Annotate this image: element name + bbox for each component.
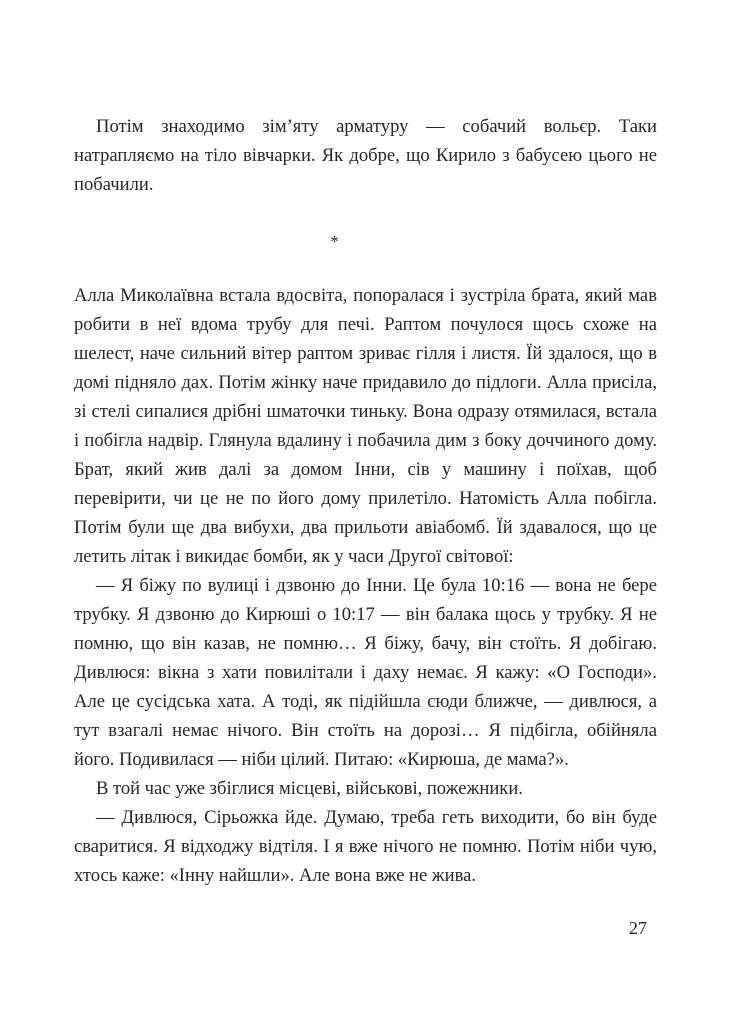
- asterisk-icon: *: [330, 232, 339, 251]
- page-number: 27: [628, 918, 647, 938]
- paragraph-1: Потім знаходимо зім’яту арматуру — собачий вольєр. Таки натрапляємо на тіло вівчарки. Як добре, що Кирило з бабусею цього не побачили.: [74, 116, 657, 195]
- paragraph-4: В той час уже збіглися місцеві, військові, пожежники.: [96, 778, 523, 799]
- paragraph-5-dialogue: — Дивлюся, Сірьожка йде. Думаю, треба геть виходити, бо він буде сваритися. Я відходжу відтіля. І я вже нічого не помню. Потім ніби чую, хтось каже: «Інну найшли». Але вона вже не жива.: [74, 807, 657, 886]
- paragraph-2: Алла Миколаївна встала вдосвіта, попоралася і зустріла брата, який мав робити в неї вдома трубу для печі. Раптом почулося щось схоже на шелест, наче сильний вітер раптом зриває гілля і листя. Їй здалося, що в домі підняло дах. Потім жінку наче придавило до підлоги. Алла присіла, зі стелі сипалися дрібні шматочки тиньку. Вона одразу отямилася, встала і побігла надвір. Глянула вдалину і побачила дим з боку доччиного дому. Брат, який жив далі за домом Інни, сів у машину і поїхав, щоб перевірити, чи це не по його дому прилетіло. Натомість Алла побігла. Потім були ще два вибухи, два прильоти авіабомб. Їй здавалося, що це летить літак і викидає бомби, як у часи Другої світової:: [74, 285, 657, 567]
- text-column: [74, 112, 657, 890]
- paragraph-3-dialogue: — Я біжу по вулиці і дзвоню до Інни. Це була 10:16 — вона не бере трубку. Я дзвоню до Кирюші о 10:17 — він балака щось у трубку. Я не помню, що він казав, не помню… Я біжу, бачу, він стоїть. Я добігаю. Дивлюся: вікна з хати повилітали і даху немає. Я кажу: «О Господи». Але це сусідська хата. А тоді, як підійшла сюди ближче, — дивлюся, а тут взагалі немає нічого. Він стоїть на дорозі… Я підбігла, обійняла його. Подивилася — ніби цілий. Питаю: «Кирюша, де мама?».: [74, 575, 657, 770]
- scene-break-divider: [74, 199, 657, 281]
